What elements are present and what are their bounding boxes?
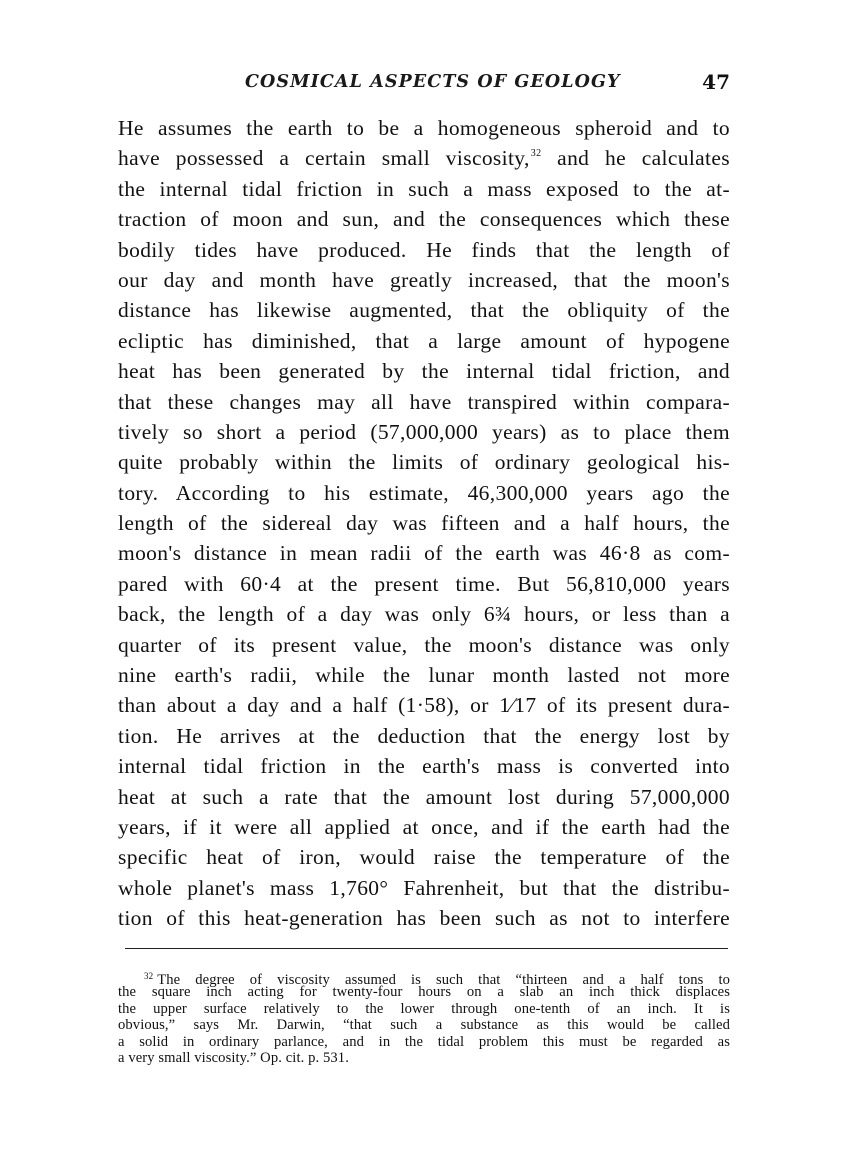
text-line: quarter of its present value, the moon's distance was only: [118, 632, 730, 657]
footnote-line: the square inch acting for twenty-four hours on a slab an inch thick displaces: [118, 984, 730, 1001]
text-line: our day and month have greatly increased, that the moon's: [118, 267, 730, 292]
text-line: tion of this heat-generation has been such as not to interfere: [118, 906, 730, 931]
text-line: than about a day and a half (1·58), or 1⁄17 of its present dura-: [118, 693, 730, 718]
text-line: specific heat of iron, would raise the temperature of the: [118, 845, 730, 870]
text-line: moon's distance in mean radii of the earth was 46·8 as com-: [118, 541, 730, 566]
text-line: traction of moon and sun, and the consequences which these: [118, 207, 730, 232]
text-line: He assumes the earth to be a homogeneous spheroid and to: [118, 116, 730, 140]
footnote-line: [118, 968, 730, 988]
footnote: [118, 968, 730, 1066]
footnote-line: the upper surface relatively to the lower through one-tenth of an inch. It is: [118, 1000, 730, 1017]
text-line: the internal tidal friction in such a mass exposed to the at-: [118, 176, 730, 201]
text-line: back, the length of a day was only 6¾ hours, or less than a: [118, 602, 730, 627]
text-line: heat has been generated by the internal tidal friction, and: [118, 359, 730, 384]
footnote-text: The degree of viscosity assumed is such that “thirteen and a half tons to: [157, 972, 730, 988]
text-line: bodily tides have produced. He finds that the length of: [118, 237, 730, 262]
text-line: length of the sidereal day was fifteen and a half hours, the: [118, 511, 730, 536]
text-segment: and he calculates: [541, 146, 730, 171]
text-line: whole planet's mass 1,760° Fahrenheit, but that the distribu-: [118, 875, 730, 900]
footnote-line: obvious,” says Mr. Darwin, “that such a substance as this would be called: [118, 1017, 730, 1034]
text-line: tively so short a period (57,000,000 years) as to place them: [118, 419, 730, 444]
text-line: heat at such a rate that the amount lost during 57,000,000: [118, 784, 730, 809]
text-line: years, if it were all applied at once, and if the earth had the: [118, 814, 730, 839]
footnote-line: a very small viscosity.” Op. cit. p. 531.: [118, 1049, 349, 1066]
page-number: 47: [702, 70, 730, 94]
text-line: distance has likewise augmented, that the obliquity of the: [118, 298, 730, 323]
body-paragraph: [118, 113, 730, 934]
footnote-reference[interactable]: 32: [530, 148, 542, 160]
text-line: ecliptic has diminished, that a large amount of hypogene: [118, 328, 730, 353]
text-segment: have possessed a certain small viscosity,: [118, 146, 530, 171]
text-line: internal tidal friction in the earth's mass is converted into: [118, 754, 730, 779]
text-line: quite probably within the limits of ordinary geological his-: [118, 450, 730, 475]
text-line-with-footnote-ref: [118, 143, 730, 173]
text-line: that these changes may all have transpired within compara-: [118, 389, 730, 414]
footnote-divider: [125, 948, 728, 949]
running-head: [118, 70, 730, 100]
running-title: COSMICAL ASPECTS OF GEOLOGY: [245, 72, 621, 92]
footnote-marker: 32: [144, 971, 154, 981]
text-line: pared with 60·4 at the present time. But 56,810,000 years: [118, 571, 730, 596]
text-line: nine earth's radii, while the lunar month lasted not more: [118, 663, 730, 688]
footnote-line: a solid in ordinary parlance, and in the tidal problem this must be regarded as: [118, 1033, 730, 1050]
text-line: tion. He arrives at the deduction that the energy lost by: [118, 723, 730, 748]
text-line: tory. According to his estimate, 46,300,000 years ago the: [118, 480, 730, 505]
